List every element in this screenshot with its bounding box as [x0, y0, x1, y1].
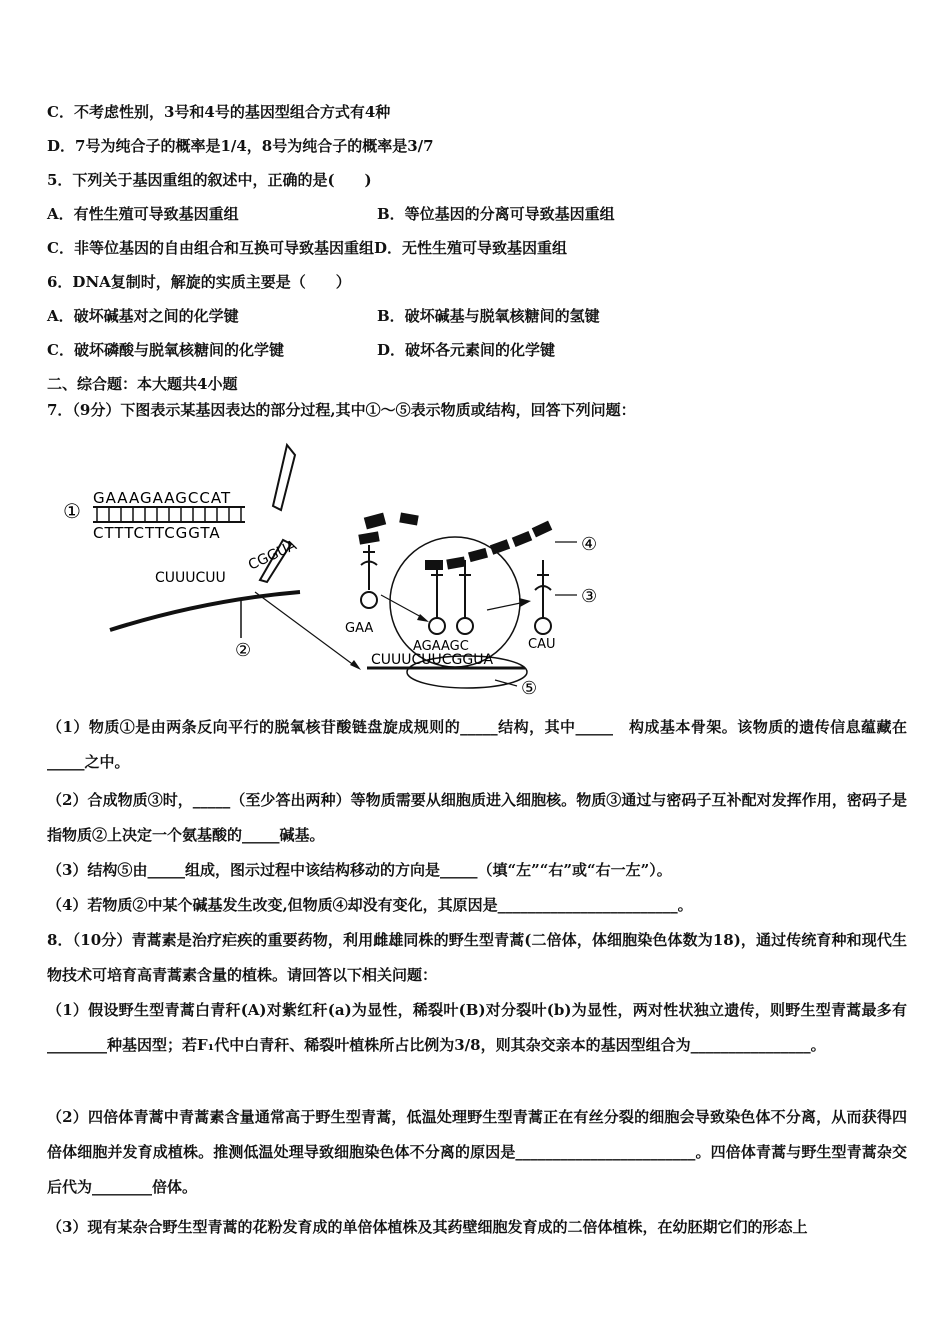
q6-option-d: D．破坏各元素间的化学键 — [377, 341, 556, 359]
q5-option-c: C．非等位基因的自由组合和互换可导致基因重组 — [47, 239, 374, 257]
q8-stem: 8．（10分）青蒿素是治疗疟疾的重要药物，利用雌雄同株的野生型青蒿(二倍体，体细胞染色体数为18)，通过传统育种和现代生物技术可培育高青蒿素含量的植株。请回答以下相关问题： — [47, 931, 907, 984]
dna-top-strand: GAAAGAAGCCAT — [93, 489, 232, 507]
label-3: ③ — [581, 586, 598, 607]
q5-stem: 5．下列关于基因重组的叙述中，正确的是( ) — [47, 171, 372, 189]
q4-option-c: C．不考虑性别，3号和4号的基因型组合方式有4种 — [47, 103, 391, 121]
dna-base-pairs — [97, 507, 241, 522]
anticodon-3: CAU — [528, 637, 556, 652]
q5-option-a: A．有性生殖可导致基因重组 — [47, 205, 239, 223]
mrna-curve-sequence: CGGUA — [245, 537, 300, 574]
q8-sub3: （3）现有某杂合野生型青蒿的花粉发育成的单倍体植株及其药壁细胞发育成的二倍体植株，在幼胚期它们的形态上 — [47, 1218, 808, 1236]
dna-bottom-strand: CTTTCTTCGGTA — [93, 524, 221, 542]
q6-option-c: C．破坏磷酸与脱氧核糖间的化学键 — [47, 341, 284, 359]
gene-expression-figure — [55, 440, 615, 710]
trna-4 — [528, 560, 556, 652]
q7-sub3: （3）结构⑤由_____组成，图示过程中该结构移动的方向是_____（填“左”“右”或“右一左”）。 — [47, 861, 672, 879]
q5-option-b: B．等位基因的分离可导致基因重组 — [377, 205, 615, 223]
polypeptide-chain — [364, 513, 552, 570]
label-5: ⑤ — [521, 678, 538, 699]
label-1: ① — [63, 499, 81, 523]
trna-1 — [345, 531, 380, 636]
section-heading: 二、综合题：本大题共4小题 — [47, 375, 238, 393]
q7-stem: 7．（9分）下图表示某基因表达的部分过程,其中①～⑤表示物质或结构，回答下列问题： — [47, 401, 636, 419]
trna-2 — [429, 560, 445, 634]
q5-option-d: D．无性生殖可导致基因重组 — [373, 239, 567, 257]
q4-option-d: D．7号为纯合子的概率是1/4，8号为纯合子的概率是3/7 — [47, 137, 434, 155]
q8-sub2: （2）四倍体青蒿中青蒿素含量通常高于野生型青蒿，低温处理野生型青蒿正在有丝分裂的细胞会导致染色体不分离，从而获得四倍体细胞并发育成植株。推测低温处理导致细胞染色体不分离的原因是________________________。四倍体青蒿与野生型青蒿杂交后代为________倍体。 — [47, 1108, 907, 1196]
anticodon-2: AGAAGC — [413, 639, 469, 654]
anticodon-1: GAA — [345, 621, 374, 636]
mrna-right-sequence: CUUUCUUCGGUA — [371, 652, 494, 668]
q6-stem: 6．DNA复制时，解旋的实质主要是（ ） — [47, 273, 351, 291]
q7-sub2: （2）合成物质③时，_____（至少答出两种）等物质需要从细胞质进入细胞核。物质③通过与密码子互补配对发挥作用，密码子是指物质②上决定一个氨基酸的_____碱基。 — [47, 791, 907, 844]
mrna-left-sequence: CUUUCUU — [155, 570, 226, 586]
q7-sub4: （4）若物质②中某个碱基发生改变,但物质④却没有变化，其原因是________________________。 — [47, 896, 693, 914]
q7-sub1: （1）物质①是由两条反向平行的脱氧核苷酸链盘旋成规则的_____结构，其中_____ 构成基本骨架。该物质的遗传信息蕴藏在_____之中。 — [47, 718, 907, 771]
unwound-strand-upper — [273, 445, 295, 510]
label-2: ② — [235, 640, 252, 661]
q6-option-a: A．破坏碱基对之间的化学键 — [47, 307, 239, 325]
q6-option-b: B．破坏碱基与脱氧核糖间的氢键 — [377, 307, 600, 325]
trna-3 — [457, 560, 473, 634]
q5-option-cd-row — [47, 238, 567, 258]
q8-sub1: （1）假设野生型青蒿白青秆(A)对紫红秆(a)为显性，稀裂叶(B)对分裂叶(b)为显性，两对性状独立遗传，则野生型青蒿最多有________种基因型；若F₁代中白青秆、稀裂叶植株所占比例为3/8，则其杂交亲本的基因型组合为________________。 — [47, 1001, 907, 1054]
label-4: ④ — [581, 534, 598, 555]
